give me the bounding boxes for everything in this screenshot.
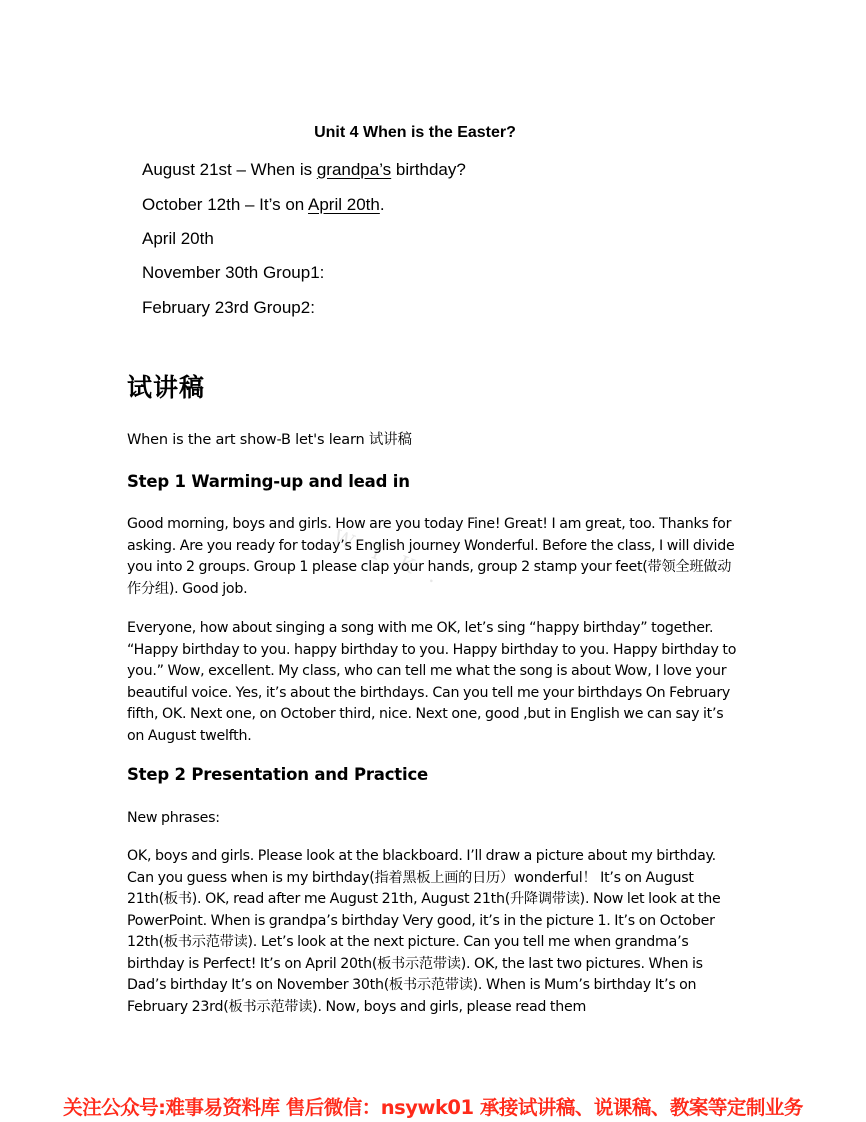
board-line-1 [142, 159, 466, 181]
board-line-1-underlined: grandpa’s [316, 160, 392, 179]
board-line-4-pre: November 30th Group1: [142, 263, 325, 282]
step1-paragraph-1: Good morning, boys and girls. How are you today Fine! Great! I am great, too. Thanks for asking. Are you ready for today’s English journey Wonderful. Before the class, I will divide you into 2 groups. Group 1 please clap your hands, group 2 stamp your feet(带领全班做动作分组). Good job. [127, 516, 735, 597]
footer-banner: 关注公众号:难事易资料库 售后微信：nsywk01 承接试讲稿、说课稿、教案等定制业务 [63, 1096, 803, 1119]
step1-paragraph-2: Everyone, how about singing a song with me OK, let’s sing “happy birthday” together. “Happy birthday to you. happy birthday to you. Happy birthday to you. Happy birthday to you.” Wow, excellent. My class, who can tell me what the song is about Wow, I love your beautiful voice. Yes, it’s about the birthdays. Can you tell me your birthdays On February fifth, OK. Next one, on October third, nice. Next one, good ,but in English we can say it’s on August twelfth. [127, 620, 737, 744]
board-line-1-pre: August 21st – When is [142, 160, 317, 179]
board-line-5-pre: February 23rd Group2: [142, 298, 315, 317]
board-line-2-post: . [379, 195, 385, 214]
board-line-4 [142, 262, 324, 284]
board-line-3-pre: April 20th [142, 229, 214, 248]
step2-paragraph: OK, boys and girls. Please look at the blackboard. I’ll draw a picture about my birthday. Can you guess when is my birthday(指着黑板上画的日历）wonderful！ It’s on August 21th(板书). OK, read after me August 21th, August 21th(升降调带读). Now let look at the PowerPoint. When is grandpa’s birthday Very good, it’s in the picture 1. It’s on October 12th(板书示范带读). Let’s look at the next picture. Can you tell me when grandma’s birthday is Perfect! It’s on April 20th(板书示范带读). OK, the last two pictures. When is Dad’s birthday It’s on November 30th(板书示范带读). When is Mum’s birthday It’s on February 23rd(板书示范带读). Now, boys and girls, please read them [127, 848, 721, 1015]
watermark: W T K . [329, 524, 447, 590]
step1-heading: Step 1 Warming-up and lead in [127, 472, 410, 491]
board-line-2-pre: October 12th – It’s on [142, 195, 309, 214]
unit-title: Unit 4 When is the Easter? [314, 124, 516, 141]
board-line-5 [142, 297, 315, 319]
intro-line: When is the art show-B let's learn 试讲稿 [127, 432, 412, 448]
step2-label: New phrases: [127, 810, 220, 826]
board-line-2-underlined: April 20th [308, 195, 380, 214]
board-line-2 [142, 194, 385, 216]
board-line-3 [142, 228, 214, 250]
board-line-1-post: birthday? [391, 160, 466, 179]
section-heading: 试讲稿 [127, 373, 206, 402]
step2-heading: Step 2 Presentation and Practice [127, 765, 429, 784]
